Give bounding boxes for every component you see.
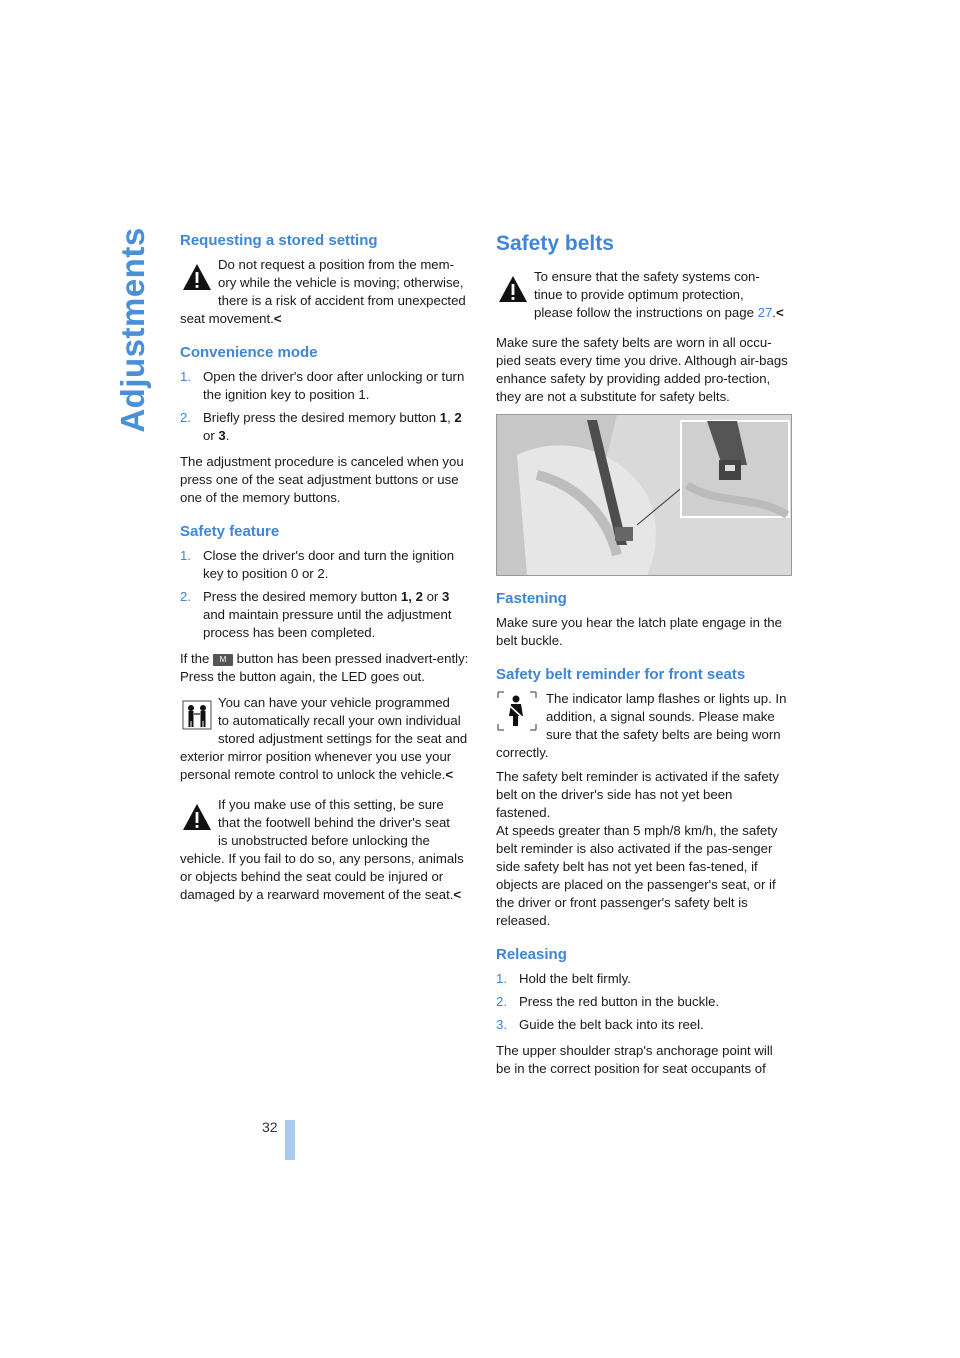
list-item: 2. Press the desired memory button 1, 2 or 3 and maintain pressure until the adjustment process has been completed. [180,589,452,640]
end-marker: < [775,305,784,320]
requesting-warning: Do not request a position from the mem- ory while the vehicle is moving; otherwise, there is a risk of accident from unexpected seat movement.< [180,257,466,326]
list-item: 2. Press the red button in the buckle. [496,994,720,1009]
press-again: Press the button again, the LED goes out. [180,669,425,684]
right-column [496,232,790,1086]
reminder-activated: The safety belt reminder is activated if the safety belt on the driver's side has not yet been fastened. [496,769,779,820]
seat-belt-illustration [496,414,792,576]
inadvertent-note: If the M button has been pressed inadvert-ently: [180,651,469,666]
reminder-lamp-note: The indicator lamp flashes or lights up. In addition, a signal sounds. Please make sure that the safety belts are being worn correctly. [496,691,787,760]
left-column [180,232,472,916]
fastening-title: Fastening [496,590,567,607]
releasing-title: Releasing [496,946,567,963]
page-accent-bar [285,1120,295,1160]
warning-icon [182,262,212,292]
footwell-warning: If you make use of this setting, be sure that the footwell behind the driver's seat is unobstructed before unlocking the vehicle. If you fail to do so, any persons, animals or objects behind the seat could be injured or damaged by a rearward movement of the seat.< [180,797,464,902]
reminder-speeds: At speeds greater than 5 mph/8 km/h, the safety belt reminder is also activated if the pas-senger side safety belt has not yet been fas-tened, if objects are placed on the passenger's seat, or if the driver or front passenger's safety belt is released. [496,823,778,928]
list-item: 1. Hold the belt firmly. [496,971,631,986]
programming-note: You can have your vehicle programmed to automatically recall your own individual stored adjustment settings for the seat and exterior mirror position whenever you use your personal remote control to unlock the vehicle.< [180,695,468,782]
list-item: 2. Briefly press the desired memory button 1, 2 or 3. [180,410,462,443]
convenience-title: Convenience mode [180,344,318,361]
warning-icon [498,274,528,304]
requesting-title: Requesting a stored setting [180,232,378,249]
end-marker: < [445,767,454,782]
safety-belts-title: Safety belts [496,232,614,255]
end-marker: < [453,887,462,902]
page-number: 32 [262,1119,278,1135]
list-item: 1. Close the driver's door and turn the ignition key to position 0 or 2. [180,548,455,581]
fastening-text: Make sure you hear the latch plate engage in the belt buckle. [496,615,782,648]
convenience-steps [180,368,472,445]
seat-belt-warning-lamp-icon [496,690,538,732]
list-item: 1. Open the driver's door after unlocking or turn the ignition key to position 1. [180,369,465,402]
releasing-tail: The upper shoulder strap's anchorage point will be in the correct position for seat occupants of [496,1043,773,1076]
section-side-title: Adjustments [114,227,151,433]
list-item: 3. Guide the belt back into its reel. [496,1017,704,1032]
service-people-icon [182,700,212,730]
warning-icon [182,802,212,832]
end-marker: < [273,311,282,326]
safety-feature-steps [180,547,472,642]
reminder-title: Safety belt reminder for front seats [496,666,746,683]
page-link[interactable]: 27 [757,305,773,320]
convenience-note: The adjustment procedure is canceled when you press one of the seat adjustment buttons or use one of the memory buttons. [180,454,464,505]
memory-button-icon: M [213,654,233,666]
safety-belts-warning: To ensure that the safety systems con- tinue to provide optimum protection, please follow the instructions on page 27.< [496,268,790,322]
safety-feature-title: Safety feature [180,523,280,540]
safety-belts-intro: Make sure the safety belts are worn in all occu-pied seats every time you drive. Although air-bags enhance safety by providing added pro-tection, they are not a substitute for safety belts. [496,335,788,404]
seat-belt-photo [497,415,791,575]
releasing-steps [496,970,790,1034]
